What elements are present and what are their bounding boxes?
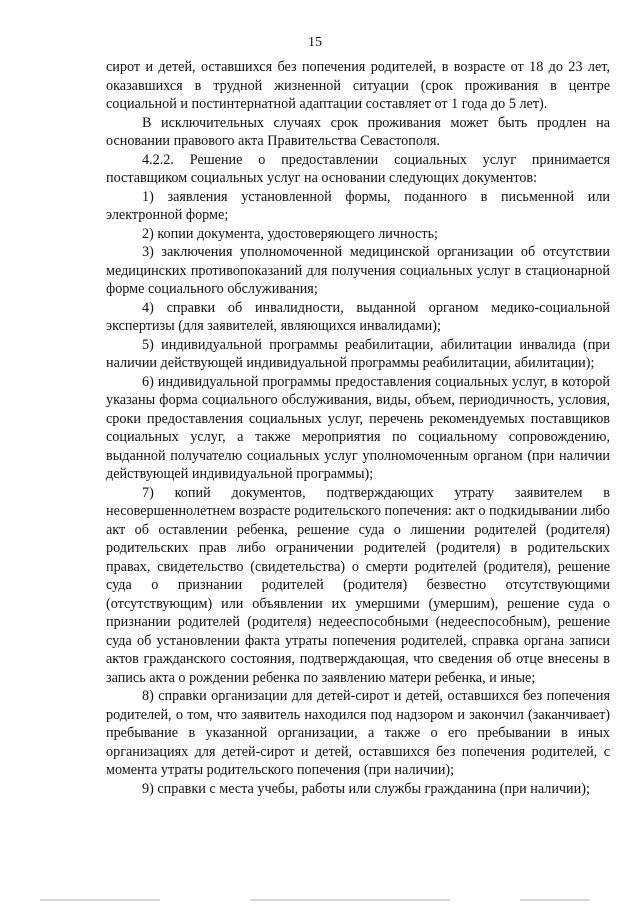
list-item-8: 8) справки организации для детей-сирот и детей, оставшихся без попечения родителей, о том, что заявитель находился под надзором и закончил (заканчивает) пребывание в указанной организации, а также о его пребывании в иных организациях для детей-сирот и детей, оставшихся без попечения родителей, с момента утраты родительского попечения (при наличии); xyxy=(106,688,610,778)
list-item-5: 5) индивидуальной программы реабилитации, абилитации инвалида (при наличии действующей индивидуальной программы реабилитации, абилитации); xyxy=(106,336,610,371)
scan-artifact xyxy=(40,899,160,901)
page-number: 15 xyxy=(308,35,322,50)
document-body xyxy=(106,58,610,798)
list-item-3: 3) заключения уполномоченной медицинской организации об отсутствии медицинских противопоказаний для получения социальных услуг в стационарной форме социального обслуживания; xyxy=(106,244,610,297)
list-item-7: 7) копий документов, подтверждающих утрату заявителем в несовершеннолетнем возрасте родительского попечения: акт о подкидывании либо акт об оставлении ребенка, решение суда о лишении родителей (родителя) родительских прав либо ограничении родителей (родителя) в родительских правах, свидетельство (свидетельства) о смерти родителей (родителя), решение суда о признании родителей (родителя) безвестно отсутствующими (отсутствующим) или объявлении их умершими (умершим), решение суда о признании родителей (родителя) недееспособными (недееспособным), решение суда об установлении факта утраты попечения родителей, справка органа записи актов гражданского состояния, подтверждающая, что сведения об отце внесены в запись акта о рождении ребенка по заявлению матери ребенка, и иные; xyxy=(106,484,610,686)
list-item-6: 6) индивидуальной программы предоставления социальных услуг, в которой указаны форма социального обслуживания, виды, объем, периодичность, условия, сроки предоставления социальных услуг, перечень рекомендуемых поставщиков социальных услуг, а также мероприятия по социальному сопровождению, выданной получателю социальных услуг уполномоченным органом (при наличии действующей индивидуальной программы); xyxy=(106,373,610,482)
list-item-4: 4) справки об инвалидности, выданной органом медико-социальной экспертизы (для заявителей, являющихся инвалидами); xyxy=(106,299,610,334)
paragraph-exception-note: В исключительных случаях срок проживания может быть продлен на основании правового акта Правительства Севастополя. xyxy=(106,114,610,149)
scan-artifact xyxy=(250,899,450,901)
list-item-1: 1) заявления установленной формы, поданного в письменной или электронной форме; xyxy=(106,188,610,223)
list-item-2: 2) копии документа, удостоверяющего личность; xyxy=(142,225,438,242)
paragraph-continuation: сирот и детей, оставшихся без попечения родителей, в возрасте от 18 до 23 лет, оказавшихся в трудной жизненной ситуации (срок проживания в центре социальной и постинтернатной адаптации составляет от 1 года до 5 лет). xyxy=(106,59,610,112)
scan-artifact xyxy=(520,899,590,901)
paragraph-section-4-2-2: 4.2.2. Решение о предоставлении социальных услуг принимается поставщиком социальных услуг на основании следующих документов: xyxy=(106,151,610,186)
list-item-9: 9) справки с места учебы, работы или службы гражданина (при наличии); xyxy=(142,780,590,797)
